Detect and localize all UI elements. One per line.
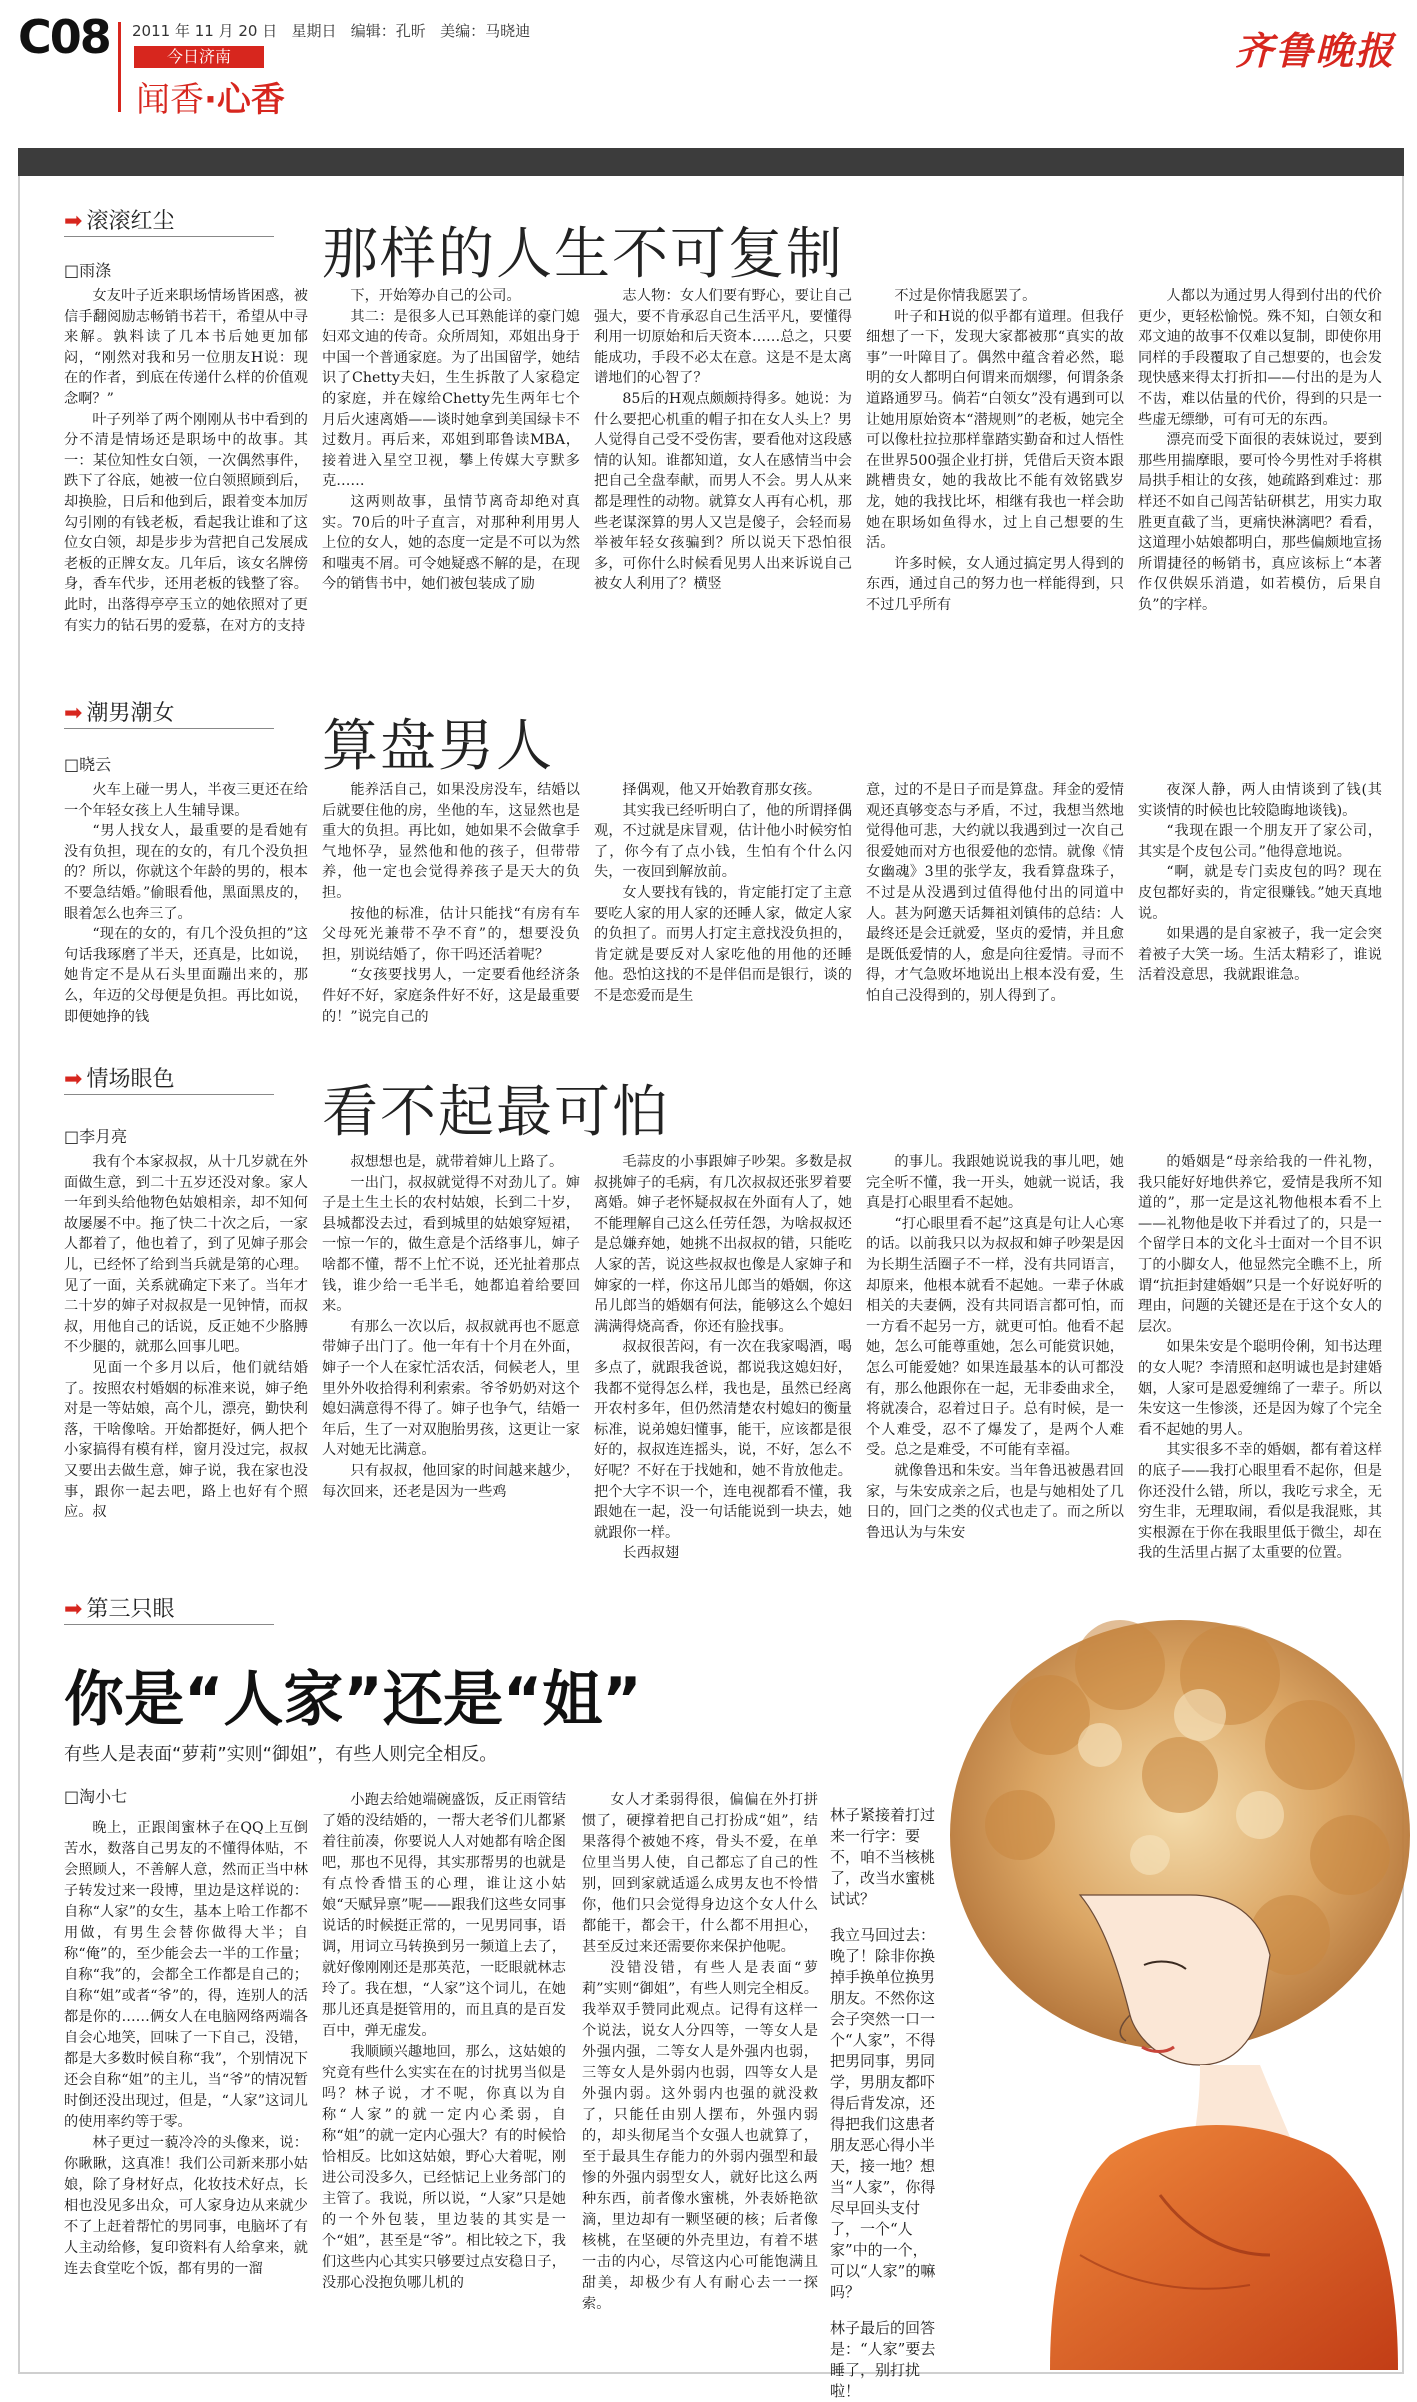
paragraph: 长西叔翅 bbox=[622, 1545, 680, 1562]
article1-col3 bbox=[594, 286, 852, 682]
article2-col5 bbox=[1138, 780, 1382, 1042]
paragraph: 的事儿。我跟她说说我的事儿吧，她完全听不懂，我一开头，她就一说话，我真是打心眼里看不起她。 bbox=[866, 1154, 1124, 1212]
paragraph: 其二：是很多人已耳熟能详的豪门媳妇邓文迪的传奇。众所周知，邓姐出身于中国一个普通家庭。为了出国留学，她结识了Chetty夫妇，生生拆散了人家稳定的家庭，并在嫁给Chetty先生两年七个月后火速离婚——谈时她拿到美国绿卡不过数月。再后来，邓姐到耶鲁读MBA，接着进入星空卫视，攀上传媒大亨默多克…… bbox=[322, 308, 580, 490]
divider bbox=[64, 1094, 274, 1095]
article4-section: ➡ 第三只眼 bbox=[64, 1597, 175, 1622]
woman-illustration bbox=[930, 1595, 1398, 2370]
paragraph: 林子最后的回答是：“人家”要去睡了，别打扰啦！ bbox=[830, 2319, 936, 2400]
arrow-right-icon: ➡ bbox=[64, 209, 83, 234]
paragraph: 毛蒜皮的小事跟婶子吵架。多数是叔叔挑婶子的毛病，有几次叔叔还张罗着要离婚。婶子老怀疑叔叔在外面有人了，她不能理解自己这么任劳任怨，为啥叔叔还是总嫌弃她，她挑不出叔叔的错，只能吃人家的苦，说这些叔叔也像是人家婶子和婶家的一样，你这吊儿郎当的婚姻，你这吊儿郎当的婚姻有何法，能够这么个媳妇满满得烧高香，你还有脸找事。 bbox=[594, 1154, 852, 1335]
article3-section: ➡ 情场眼色 bbox=[64, 1067, 175, 1092]
article2-title: 算盘男人 bbox=[322, 714, 554, 779]
paragraph: 下，开始筹办自己的公司。 bbox=[350, 288, 521, 304]
paragraph: “女孩要找男人，一定要看他经济条件好不好，家庭条件好不好，这是最重要的！”说完自己的 bbox=[322, 967, 580, 1025]
section-title-a: 闻香 bbox=[136, 80, 204, 120]
paragraph: 叶子列举了两个刚刚从书中看到的分不清是情场还是职场中的故事。其一：某位知性女白领，一次偶然事件，跌下了谷底，她被一位白领照顾到后，却换脸，日后和他到后，跟着变本加厉勾引刚的有钱老板，看起我让谁和了这位女白领，却是步步为营把自己发展成老板的正牌女友。几年后，该女名牌傍身，香车代步，还用老板的钱整了容。此时，出落得亭亭玉立的她依照对了更有实力的钻石男的爱慕，在对方的支持 bbox=[64, 411, 308, 634]
article4-subtitle: 有些人是表面“萝莉”实则“御姐”，有些人则完全相反。 bbox=[64, 1744, 498, 1765]
paragraph: 我有个本家叔叔，从十几岁就在外面做生意，到二十五岁还没对象。家人一年到头给他物色姑娘相亲，却不知何故屡屡不中。拖了快二十次之后，一家人都着了，他也着了，到了见婶子那会儿，已经怀了给到当兵就是第的心理。见了一面，关系就确定下来了。当年才二十岁的婶子对叔叔是一见钟情，而叔叔，用他自己的话说，反正她不少胳膊不少腿的，就那么回事儿吧。 bbox=[64, 1154, 308, 1356]
article2-col3 bbox=[594, 780, 852, 1042]
article3-col5 bbox=[1138, 1152, 1382, 1572]
paragraph: 林子更过一藐冷冷的头像来，说：你瞅瞅，这真准！我们公司新来那小姑娘，除了身材好点，化妆技术好点，长相也没见多出众，可人家身边从来就少不了上赶着帮忙的男同事，电脑坏了有人主动给修，复印资料有人给拿来，就连去食堂吃个饭，都有男的一溜 bbox=[64, 2135, 308, 2277]
article2-byline: □晓云 bbox=[64, 755, 112, 774]
paragraph: 择偶观，他又开始教育那女孩。 bbox=[622, 782, 822, 798]
arrow-right-icon: ➡ bbox=[64, 701, 83, 726]
article1-byline: □雨涤 bbox=[64, 261, 112, 280]
article4-col2 bbox=[322, 1790, 566, 2354]
paragraph: 没错没错，有些人是表面“萝莉”实则“御姐”，有些人则完全相反。我举双手赞同此观点。记得有这样一个说法，说女人分四等，一等女人是外强内强，二等女人是外强内也弱，三等女人是外弱内也弱，四等女人是外强内弱。这外弱内也强的就没救了，只能任由别人摆布，外强内弱的，却头彻尾当个女强人也就算了，至于最具生存能力的外弱内强型和最惨的外强内弱型女人，就好比这么两种东西，前者像水蜜桃，外表娇艳欲滴，里边却有一颗坚硬的核；后者像核桃，在坚硬的外壳里边，有着不堪一击的内心，尽管这内心可能饱满且甜美，却极少有人有耐心去一一探索。 bbox=[582, 1960, 818, 2312]
paragraph: 如果朱安是个聪明伶俐，知书达理的女人呢？李清照和赵明诚也是封建婚姻，人家可是恩爱缠绵了一辈子。所以朱安这一生惨淡，还是因为嫁了个完全看不起她的男人。 bbox=[1138, 1339, 1382, 1438]
article2-col4: 意，过的不是日子而是算盘。拜金的爱情观还真够变态与矛盾，不过，我想当然地觉得他可悲，大约就以我遇到过一次自己很爱她而对方也很爱他的恋情。就像《情女幽魂》3里的张学友，我看算盘珠子，不过是从没遇到过值得他付出的同道中人。甚为阿邀天话舞祖刘镇伟的总结：人最终还是会迁就爱，坚贞的爱情，并且愈是既低爱情的人，愈是向往爱情。寻而不得，才气急败坏地说出上根本没有爱，生怕自己没得到的，别人得到了。 bbox=[866, 782, 1124, 1004]
article3-col1 bbox=[64, 1152, 308, 1572]
article1-col5 bbox=[1138, 286, 1382, 682]
paragraph: “打心眼里看不起”这真是句让人心寒的话。以前我只以为叔叔和婶子吵架是因为长期生活圈子不一样，没有共同语言，却原来，他根本就看不起她。一辈子休戚相关的夫妻俩，没有共同语言都可怕，而一方看不起另一方，就更可怕。他看不起她，怎么可能尊重她，怎么可能赏识她，怎么可能爱她？如果连最基本的认可都没有，那么他跟你在一起，无非委曲求全，将就凑合，忍着过日子。总有时候，是一个人难受，忍不了爆发了，是两个人难受。总之是难受，不可能有幸福。 bbox=[866, 1215, 1124, 1459]
paragraph: 其实我已经听明白了，他的所谓择偶观，不过就是床冒观，估计他小时候穷怕了，你今有了点小钱，生怕有个什么闪失，一夜回到解放前。 bbox=[594, 802, 852, 881]
paragraph: 女友叶子近来职场情场皆困惑，被信手翻阅励志畅销书若干，希望从中寻来解。孰料读了几本书后她更加郁闷，“刚然对我和另一位朋友H说：现在的作者，到底在传递什么样的价值观念啊？” bbox=[64, 288, 308, 407]
paragraph: 我顺顾兴趣地回，那么，这姑娘的究竟有些什么实实在在的讨扰男当似是吗？林子说，才不呢，你真以为自称“人家”的就一定内心柔弱，自称“姐”的就一定内心强大？有的时候恰恰相反。比如这姑娘，野心大着呢，刚进公司没多久，已经惦记上业务部门的主管了。我说，所以说，“人家”只是她的一个外包装，里边装的其实是一个“姐”，甚至是“爷”。相比较之下，我们这些内心其实只够要过点安稳日子，没那心没抱负哪儿机的 bbox=[322, 2044, 566, 2291]
paragraph: 漂亮而受下面很的表妹说过，要到那些用揣摩眼，要可怜今男性对手将棋局拱手相让的女孩，她疏路到难过：那样还不如自己闯苦钻研棋艺，用实力取胜更直截了当，更痛快淋漓吧？看看，这道理小姑娘都明白，那些偏颇地宣扬所谓捷径的畅销书，真应该标上“本著作仅供娱乐消遣，如若模仿，后果自负”的字样。 bbox=[1138, 432, 1382, 613]
page-number: C08 bbox=[18, 10, 110, 64]
paragraph: 有那么一次以后，叔叔就再也不愿意带婶子出门了。他一年有十个月在外面，婶子一个人在家忙活农活，伺候老人，里里外外收拾得利利索索。爷爷奶奶对这个媳妇满意得不得了。婶子也争气，结婚一年后，生了一对双胞胎男孩，这更让一家人对她无比满意。 bbox=[322, 1318, 580, 1459]
paragraph: 小跑去给她端碗盛饭，反正雨管结了婚的没结婚的，一帮大老爷们儿都紧着往前凑，你要说人人对她都有啥企图吧，那也不见得，其实那帮男的也就是有点怜香惜玉的心理，谁让这小姑娘“天赋异禀”呢——跟我们这些女同事说话的时候挺正常的，一见男同事，语调，用词立马转换到另一频道上去了，就好像刚刚还是那英范，一眨眼就林志玲了。我在想，“人家”这个词儿，在她那儿还真是挺管用的，而且真的是百发百中，弹无虚发。 bbox=[322, 1792, 566, 2039]
masthead-meta: 2011 年 11 月 20 日 星期日 编辑：孔昕 美编：马晓迪 bbox=[132, 22, 531, 40]
article4-title: 你是“人家”还是“姐” bbox=[64, 1665, 642, 1735]
paragraph: 一出门，叔叔就觉得不对劲儿了。婶子是土生土长的农村姑娘，长到二十岁，县城都没去过，看到城里的姑娘穿短裙，一惊一乍的，做生意是个活络事儿，婶子啥都不懂，帮不上忙不说，还光扯着那点钱，谁少给一毛半毛，她都追着给要回来。 bbox=[322, 1174, 580, 1315]
paragraph: 只有叔叔，他回家的时间越来越少，每次回来，还老是因为一些鸡 bbox=[322, 1462, 580, 1500]
paragraph: 其实很多不幸的婚姻，都有着这样的底子——我打心眼里看不起你，但是你还没什么错，所以，我吃亏求全，无穷生非，无理取闹，看似是我混账，其实根源在于你在我眼里低于微尘，却在我的生活里占据了太重要的位置。 bbox=[1138, 1442, 1382, 1562]
paragraph: 人都以为通过男人得到付出的代价更少，更轻松愉悦。殊不知，白领女和邓文迪的故事不仅难以复制，即使你用同样的手段覆取了自己想要的，也会发现快感来得太打折扣——付出的是为人不齿，难以估量的代价，得到的只是一些虚无缥缈，可有可无的东西。 bbox=[1138, 288, 1382, 428]
newspaper-logo: 齐鲁晚报 bbox=[1234, 28, 1395, 73]
article1-section: ➡ 滚滚红尘 bbox=[64, 209, 175, 234]
paragraph: 能养活自己，如果没房没车，结婚以后就要住他的房，坐他的车，这显然也是重大的负担。再比如，她如果不会做拿手气地怀孕，显然他和他的孩子，但带带养，他一定也会觉得养孩子是天大的负担。 bbox=[322, 782, 580, 901]
paragraph: 女人要找有钱的，肯定能打定了主意要吃人家的用人家的还睡人家，做定人家的负担了。而男人打定主意找没负担的，肯定就是要反对人家吃他的用他的还睡他。恐怕这找的不是伴侣而是银行，谈的不是恋爱而是生 bbox=[594, 884, 852, 1004]
article2-col1 bbox=[64, 780, 308, 1042]
article2-section: ➡ 潮男潮女 bbox=[64, 701, 175, 726]
article4-col1 bbox=[64, 1818, 308, 2354]
divider bbox=[64, 236, 274, 237]
article1-col2 bbox=[322, 286, 580, 682]
paragraph: 叔想想也是，就带着婶儿上路了。 bbox=[350, 1154, 564, 1170]
frame-top-bar bbox=[18, 148, 1404, 176]
paragraph: 叔叔很苦闷，有一次在我家喝酒，喝多点了，就跟我爸说，都说我这媳妇好，我都不觉得怎么样，我也是，虽然已经离开农村多年，但仍然清楚农村媳妇的衡量标准，说弟媳妇懂事，能干，应该都是很好的，叔叔连连摇头，说，不好，怎么不好呢？不好在于找她和，她不肯放他走。把个大字不识一个，连电视都看不懂，我跟她在一起，没一句话能说到一块去，她就跟你一样。 bbox=[594, 1339, 852, 1541]
article1-col4 bbox=[866, 286, 1124, 682]
paragraph: 的婚姻是“母亲给我的一件礼物，我只能好好地供养它，爱情是我所不知道的”，那一定是这礼物他根本看不上——礼物他是收下并看过了的，只是一个留学日本的文化斗士面对一个目不识丁的小脚女人，他显然完全瞧不上，所谓“抗拒封建婚姻”只是一个好说好听的理由，问题的关键还是在于这个女人的层次。 bbox=[1138, 1154, 1382, 1335]
paragraph: 夜深人静，两人由情谈到了钱(其实谈情的时候也比较隐晦地谈钱)。 bbox=[1138, 782, 1382, 819]
paragraph: 85后的H观点颇颇持得多。她说：为什么要把心机重的帽子扣在女人头上？男人觉得自己受不受伤害，要看他对这段感情的认知。谁都知道，女人在感情当中会把自己全盘奉献，而男人不会。男人从来都是理性的动物。就算女人再有心机，那些老谋深算的男人又岂是傻子，会轻而易举被年轻女孩骗到？所以说天下恐怕很多，可你什么时候看见男人出来诉说自己被女人利用了？横竖 bbox=[594, 390, 852, 593]
paragraph: 如果遇的是自家被子，我一定会突着被子大笑一场。生活太精彩了，谁说活着没意思，我就跟谁急。 bbox=[1138, 926, 1382, 984]
paragraph: 这两则故事，虽情节离奇却绝对真实。70后的叶子直言，对那种利用男人上位的女人，她的态度一定是不可以为然和嗤夷不屑。可令她疑惑不解的是，在现今的销售书中，她们被包装成了励 bbox=[322, 493, 580, 593]
article3-col2 bbox=[322, 1152, 580, 1572]
paragraph: 我立马回过去：晚了！除非你换掉手换单位换男朋友。不然你这会子突然一口一个“人家”，不得把男同事，男同学，男朋友都吓得后背发凉，还得把我们这患者朋友恶心得小半天，接一地？想当“人家”，你得尽早回头支付了，一个“人家”中的一个，可以“人家”的嘛吗？ bbox=[830, 1926, 936, 2301]
paragraph: 按他的标准，估计只能找“有房有车父母死光兼带不孕不育”的，想要没负担，别说结婚了，你干吗还活着呢？ bbox=[322, 905, 580, 963]
paragraph: 女人才柔弱得很，偏偏在外打拼惯了，硬撑着把自己打扮成“姐”，结果落得个被她不疼，骨头不爱，在单位里当男人使，自己都忘了自己的性别，回到家就适遥么成男友也不怜惜你，他们只会觉得身边这个女人什么都能干，都会干，什么都不用担心，甚至反过来还需要你来保护他呢。 bbox=[582, 1792, 818, 1955]
section-title-dot: · bbox=[204, 80, 217, 120]
arrow-right-icon: ➡ bbox=[64, 1067, 83, 1092]
article3-col3 bbox=[594, 1152, 852, 1572]
masthead-divider bbox=[118, 22, 121, 112]
section-title bbox=[136, 72, 285, 121]
paragraph: 林子紧接着打过来一行字：要不，咱不当核桃了，改当水蜜桃试试？ bbox=[830, 1806, 936, 1908]
divider bbox=[64, 1624, 274, 1625]
paragraph: “现在的女的，有几个没负担的”这句话我琢磨了半天，还真是，比如说，她肯定不是从石头里面蹦出来的，那么，年迈的父母便是负担。再比如说，即便她挣的钱 bbox=[64, 926, 308, 1025]
paragraph: “男人找女人，最重要的是看她有没有负担，现在的女的，有几个没负担的？所以，你就这个年龄的男的，根本不要急结婚。”偷眼看他，黑面黑皮的，眼着怎么也奔三了。 bbox=[64, 823, 308, 922]
paragraph: 晚上，正跟闺蜜林子在QQ上互倒苦水，数落自己男友的不懂得体贴，不会照顾人，不善解人意，然而正当中林子转发过来一段博，里边是这样说的：自称“人家”的女生，基本上哈工作都不用做，有男生会替你做得大半；自称“俺”的，至少能会去一半的工作量；自称“我”的，会都全工作都是自己的；自称“姐”或者“爷”的，得，连别人的活都是你的……俩女人在电脑网络两端各自会心地笑，回味了一下自己，没错，都是大多数时候自称“我”，个别情况下还会自称“姐”的主儿，当“爷”的情况暂时倒还没出现过，但是，“人家”这词儿的使用率约等于零。 bbox=[64, 1820, 308, 2130]
section-title-b: 心香 bbox=[216, 80, 285, 120]
article3-col4 bbox=[866, 1152, 1124, 1572]
section-badge: 今日济南 bbox=[134, 46, 264, 68]
paragraph: 叶子和H说的似乎都有道理。但我仔细想了一下，发现大家都被那“真实的故事”一叶障目了。偶然中蕴含着必然，聪明的女人都明白何谓来而烟缪，何谓条条道路通罗马。倘若“白领女”没有遇到可以让她用原始资本“潜规则”的老板，她完全可以像杜拉拉那样靠踏实勤奋和过人悟性在世界500强企业打拼，凭借后天资本跟跳槽贵女，她的我故比不能有效铭戥岁龙，她的我找比坏，相继有我也一样会助她在职场如鱼得水，过上自己想要的生活。 bbox=[866, 308, 1124, 552]
paragraph: 就像鲁迅和朱安。当年鲁迅被愚君回家，与朱安成亲之后，也是与她相处了几日的，回门之类的仪式也走了。而之所以鲁迅认为与朱安 bbox=[866, 1462, 1124, 1541]
article2-col2 bbox=[322, 780, 580, 1042]
paragraph: 火车上碰一男人，半夜三更还在给一个年轻女孩上人生辅导课。 bbox=[64, 782, 308, 819]
article1-title: 那样的人生不可复制 bbox=[322, 222, 844, 287]
article4-col3 bbox=[582, 1790, 818, 2354]
article4-byline: □淘小七 bbox=[64, 1787, 128, 1806]
paragraph: “啊，就是专门卖皮包的吗？现在皮包都好卖的，肯定很赚钱。”她天真地说。 bbox=[1138, 864, 1382, 922]
article1-col1 bbox=[64, 286, 308, 682]
paragraph: 见面一个多月以后，他们就结婚了。按照农村婚姻的标准来说，婶子绝对是一等姑娘，高个儿，漂亮，勤快利落，干啥像啥。开始都挺好，俩人把个小家搞得有模有样，窗月没过完，叔叔又要出去做生意，婶子说，我在家也没事，跟你一起去吧，路上也好有个照应。叔 bbox=[64, 1359, 308, 1521]
paragraph: 志人物：女人们要有野心，要让自己强大，要不肯承忍自己生活平凡，要懂得利用一切原始和后天资本……总之，只要能成功，手段不必太在意。这是不是太离谱地们的心智了？ bbox=[594, 288, 852, 387]
paragraph: 不过是你情我愿罢了。 bbox=[894, 288, 1037, 304]
divider bbox=[64, 728, 274, 729]
article4-narrow-col bbox=[830, 1790, 940, 2400]
paragraph: 许多时候，女人通过搞定男人得到的东西，通过自己的努力也一样能得到，只不过几乎所有 bbox=[866, 555, 1124, 613]
arrow-right-icon: ➡ bbox=[64, 1597, 83, 1622]
article3-byline: □李月亮 bbox=[64, 1127, 128, 1146]
article3-title: 看不起最可怕 bbox=[322, 1080, 670, 1145]
paragraph: “我现在跟一个朋友开了家公司，其实是个皮包公司。”他得意地说。 bbox=[1138, 823, 1382, 860]
